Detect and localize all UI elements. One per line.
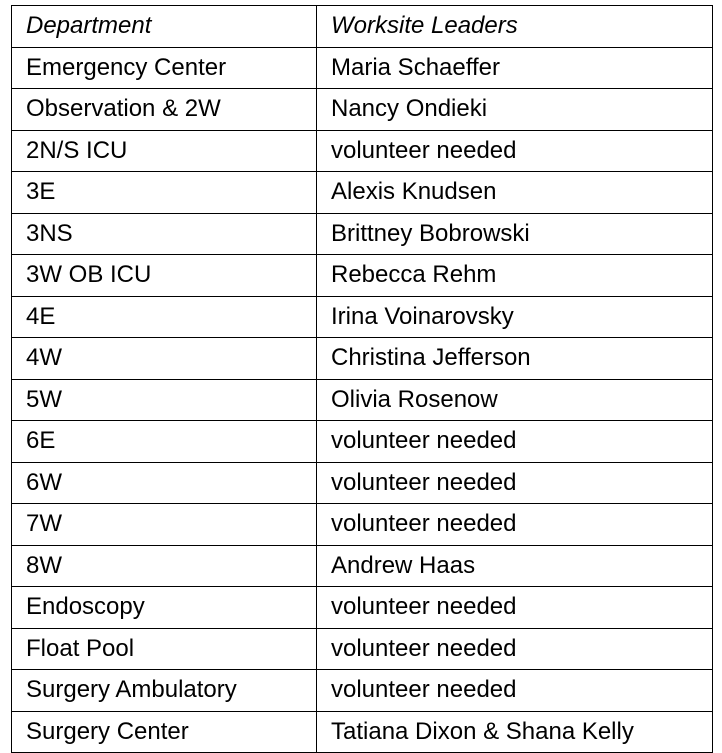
table-body: [12, 47, 713, 753]
department-cell: 3NS: [12, 213, 317, 255]
department-cell: 2N/S ICU: [12, 130, 317, 172]
department-column-header: Department: [12, 6, 317, 48]
worksite-leader-cell: Tatiana Dixon & Shana Kelly: [317, 711, 713, 753]
worksite-leader-cell: volunteer needed: [317, 130, 713, 172]
worksite-leader-cell: Olivia Rosenow: [317, 379, 713, 421]
table-row: [12, 172, 713, 214]
department-cell: Observation & 2W: [12, 89, 317, 131]
department-cell: 4E: [12, 296, 317, 338]
department-cell: Endoscopy: [12, 587, 317, 629]
worksite-leader-cell: volunteer needed: [317, 462, 713, 504]
worksite-leader-cell: Andrew Haas: [317, 545, 713, 587]
department-cell: Emergency Center: [12, 47, 317, 89]
worksite-leader-cell: Irina Voinarovsky: [317, 296, 713, 338]
worksite-leader-cell: Nancy Ondieki: [317, 89, 713, 131]
worksite-leader-cell: volunteer needed: [317, 628, 713, 670]
table-row: [12, 89, 713, 131]
worksite-leader-cell: volunteer needed: [317, 587, 713, 629]
department-cell: 6W: [12, 462, 317, 504]
worksite-leader-cell: Maria Schaeffer: [317, 47, 713, 89]
department-cell: 8W: [12, 545, 317, 587]
table-row: [12, 504, 713, 546]
department-cell: 7W: [12, 504, 317, 546]
table-row: [12, 47, 713, 89]
department-cell: 5W: [12, 379, 317, 421]
table-header-row: [12, 6, 713, 48]
table-row: [12, 545, 713, 587]
table-row: [12, 711, 713, 753]
table-row: [12, 296, 713, 338]
department-cell: 4W: [12, 338, 317, 380]
table-row: [12, 213, 713, 255]
table-row: [12, 421, 713, 463]
department-cell: 3W OB ICU: [12, 255, 317, 297]
worksite-leader-cell: Brittney Bobrowski: [317, 213, 713, 255]
table-row: [12, 379, 713, 421]
table-row: [12, 255, 713, 297]
worksite-leaders-table-container: [11, 5, 713, 753]
table-row: [12, 587, 713, 629]
department-cell: Surgery Ambulatory: [12, 670, 317, 712]
department-cell: 3E: [12, 172, 317, 214]
worksite-leader-cell: Alexis Knudsen: [317, 172, 713, 214]
worksite-leader-cell: volunteer needed: [317, 670, 713, 712]
worksite-leader-cell: Rebecca Rehm: [317, 255, 713, 297]
table-row: [12, 670, 713, 712]
worksite-leader-cell: volunteer needed: [317, 421, 713, 463]
worksite-leaders-table: [11, 5, 713, 753]
table-row: [12, 130, 713, 172]
table-row: [12, 462, 713, 504]
department-cell: Float Pool: [12, 628, 317, 670]
department-cell: Surgery Center: [12, 711, 317, 753]
worksite-leader-cell: Christina Jefferson: [317, 338, 713, 380]
department-cell: 6E: [12, 421, 317, 463]
worksite-leaders-column-header: Worksite Leaders: [317, 6, 713, 48]
table-row: [12, 338, 713, 380]
worksite-leader-cell: volunteer needed: [317, 504, 713, 546]
table-row: [12, 628, 713, 670]
